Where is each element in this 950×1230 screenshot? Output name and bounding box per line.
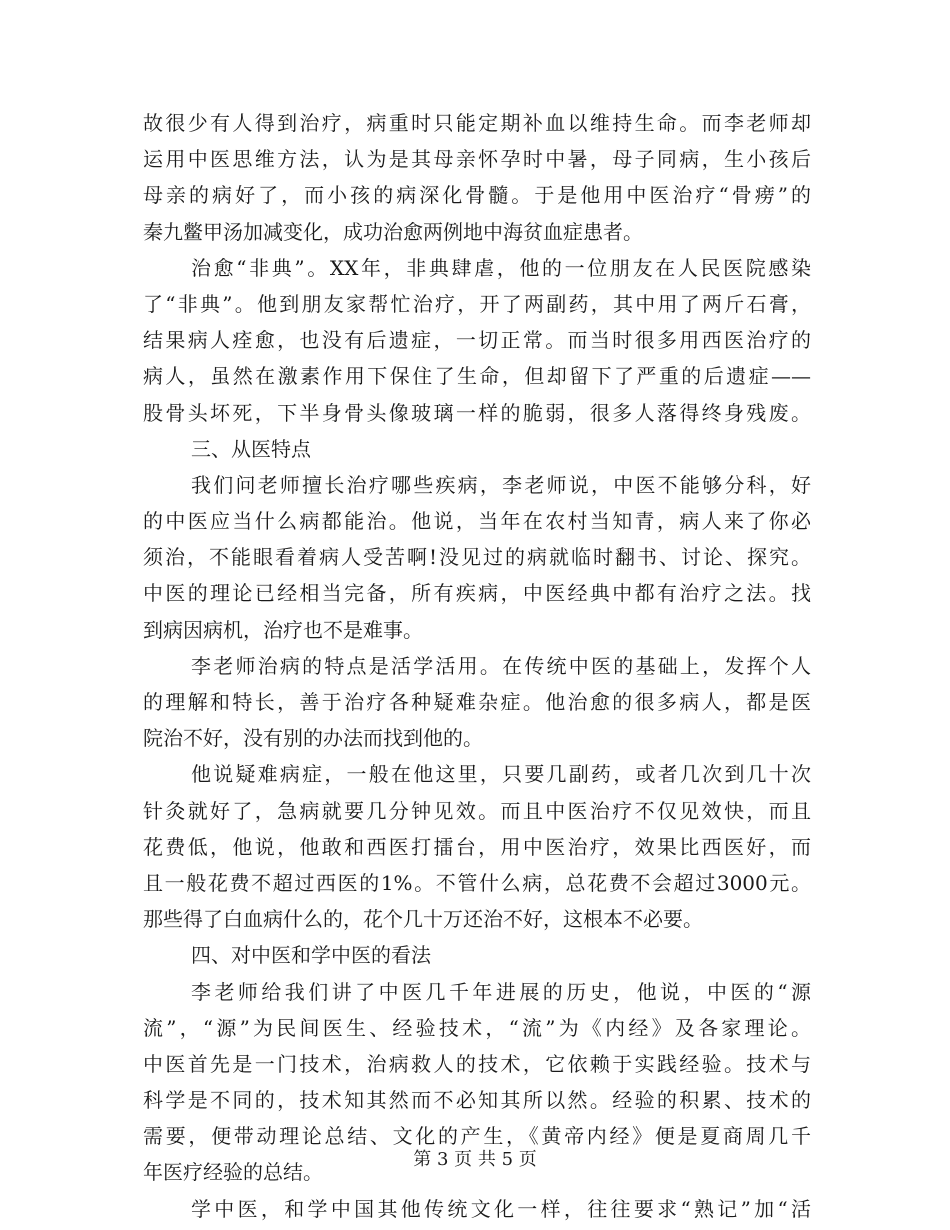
text-line: 那些得了白血病什么的，花个几十万还治不好，这根本不必要。 bbox=[143, 907, 703, 932]
text-line: 股骨头坏死，下半身骨头像玻璃一样的脆弱，很多人落得终身残废。 bbox=[143, 400, 811, 425]
text-line: 科学是不同的，技术知其然而不必知其所以然。经验的积累、技术的 bbox=[143, 1088, 811, 1113]
text-line: 李老师给我们讲了中医几千年进展的历史，他说，中医的“源 bbox=[191, 979, 811, 1004]
text-line: 须治，不能眼看着病人受苦啊!没见过的病就临时翻书、讨论、探究。 bbox=[143, 545, 811, 570]
text-line: 中医首先是一门技术，治病救人的技术，它依赖于实践经验。技术与 bbox=[143, 1051, 811, 1076]
paragraph-learning-tcm bbox=[143, 1191, 811, 1227]
text-line: 学中医，和学中国其他传统文化一样，往往要求“熟记”加“活 bbox=[191, 1196, 811, 1221]
text-line: 三、从医特点 bbox=[191, 436, 311, 461]
text-line: 我们问老师擅长治疗哪些疾病，李老师说，中医不能够分科，好 bbox=[191, 472, 811, 497]
text-line: 李老师治病的特点是活学活用。在传统中医的基础上，发挥个人 bbox=[191, 653, 811, 678]
text-line: 的中医应当什么病都能治。他说，当年在农村当知青，病人来了你必 bbox=[143, 509, 811, 534]
text-line: 了“非典”。他到朋友家帮忙治疗，开了两副药，其中用了两斤石膏， bbox=[143, 291, 811, 316]
text-line: 秦九鳖甲汤加减变化，成功治愈两例地中海贫血症患者。 bbox=[143, 219, 643, 244]
heading-practice-features bbox=[143, 431, 811, 467]
text-line: 流”，“源”为民间医生、经验技术，“流”为《内经》及各家理论。 bbox=[143, 1015, 811, 1040]
text-line: 到病因病机，治疗也不是难事。 bbox=[143, 617, 423, 642]
paragraph-cost-effectiveness bbox=[143, 756, 811, 937]
document-body bbox=[143, 105, 811, 1227]
text-line: 运用中医思维方法，认为是其母亲怀孕时中暑，母子同病，生小孩后 bbox=[143, 147, 811, 172]
text-line: 院治不好，没有别的办法而找到他的。 bbox=[143, 726, 483, 751]
text-line: 针灸就好了，急病就要几分钟见效。而且中医治疗不仅见效快，而且 bbox=[143, 798, 811, 823]
page-footer: 第 3 页 共 5 页 bbox=[413, 1149, 537, 1170]
text-line: 中医的理论已经相当完备，所有疾病，中医经典中都有治疗之法。找 bbox=[143, 581, 811, 606]
heading-views-on-tcm bbox=[143, 937, 811, 973]
text-line: 年医疗经验的总结。 bbox=[143, 1160, 323, 1185]
text-line: 母亲的病好了，而小孩的病深化骨髓。于是他用中医治疗“骨痨”的 bbox=[143, 183, 811, 208]
text-line: 四、对中医和学中医的看法 bbox=[191, 943, 431, 968]
paragraph-flexible-learning bbox=[143, 648, 811, 757]
text-line: 的理解和特长，善于治疗各种疑难杂症。他治愈的很多病人，都是医 bbox=[143, 690, 811, 714]
text-line: 他说疑难病症，一般在他这里，只要几副药，或者几次到几十次 bbox=[191, 762, 811, 787]
text-line: 且一般花费不超过西医的1%。不管什么病，总花费不会超过3000元。 bbox=[143, 870, 811, 895]
text-line: 花费低，他说，他敢和西医打擂台，用中医治疗，效果比西医好，而 bbox=[143, 834, 811, 859]
paragraph-what-diseases bbox=[143, 467, 811, 648]
paragraph-sars-case bbox=[143, 250, 811, 431]
text-line: 故很少有人得到治疗，病重时只能定期补血以维持生命。而李老师却 bbox=[143, 111, 811, 135]
paragraph-bone-marrow-case bbox=[143, 105, 811, 250]
text-line: 需要，便带动理论总结、文化的产生，《黄帝内经》便是夏商周几千 bbox=[143, 1124, 811, 1149]
text-line: 结果病人痊愈，也没有后遗症，一切正常。而当时很多用西医治疗的 bbox=[143, 328, 811, 353]
text-line: 治愈“非典”。XX年，非典肆虐，他的一位朋友在人民医院感染 bbox=[191, 255, 811, 280]
text-line: 病人，虽然在激素作用下保住了生命，但却留下了严重的后遗症—— bbox=[143, 364, 811, 389]
